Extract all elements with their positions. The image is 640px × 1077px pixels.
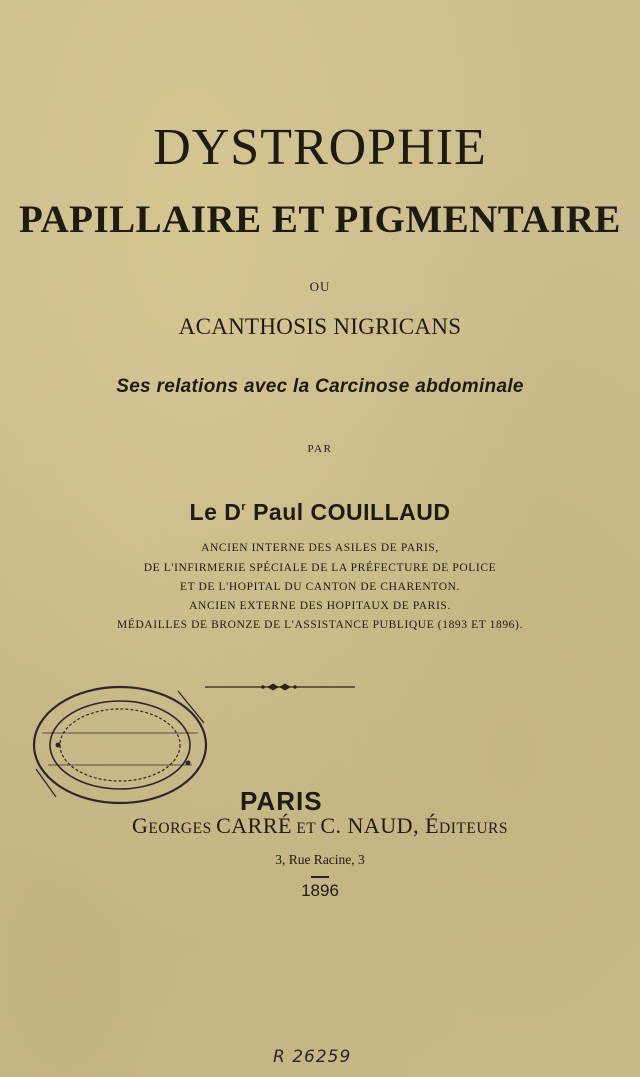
author-credential: ET DE L'HOPITAL DU CANTON DE CHARENTON. [180, 581, 460, 593]
publisher-address: 3, Rue Racine, 3 [275, 852, 365, 867]
author-credential: ANCIEN INTERNE DES ASILES DE PARIS, [201, 542, 439, 554]
publisher-surname-1: CARRÉ [216, 813, 292, 838]
handwritten-shelfmark: R 26259 [273, 1047, 352, 1067]
subtitle: Ses relations avec la Carcinose abdominale [116, 376, 524, 397]
author-full-name: Paul COUILLAUD [253, 499, 451, 525]
author-credential: DE L'INFIRMERIE SPÉCIALE DE LA PRÉFECTURE DE POLICE [143, 562, 497, 574]
book-title: DYSTROPHIE [153, 119, 487, 176]
author-credential: ANCIEN EXTERNE DES HOPITAUX DE PARIS. [189, 600, 451, 612]
author-prefix-superscript: r [241, 501, 247, 513]
book-title-continued: PAPILLAIRE ET PIGMENTAIRE [19, 198, 621, 241]
author-prefix: Le D [189, 499, 242, 525]
publisher-role: DITEURS [439, 820, 508, 837]
publisher-surname-2: C. NAUD, [320, 813, 426, 838]
publisher-line [0, 813, 640, 839]
divider [311, 876, 329, 878]
by-line-label: PAR [307, 443, 333, 455]
publication-city: PARIS [240, 786, 323, 816]
author-credential: MÉDAILLES DE BRONZE DE L'ASSISTANCE PUBLIQUE (1893 ET 1896). [117, 619, 523, 631]
alternate-title: ACANTHOSIS NIGRICANS [178, 314, 462, 339]
publication-year: 1896 [301, 881, 339, 900]
publisher-initial-e: É [425, 813, 440, 838]
title-conjunction: OU [309, 279, 331, 294]
library-stamp-icon [28, 683, 210, 807]
publisher-conjunction: ET [291, 820, 321, 837]
author-name [0, 499, 640, 526]
decorative-rule [205, 683, 355, 691]
publisher-name-rest: EORGES [148, 820, 217, 837]
publisher-initial-g: G [132, 813, 149, 838]
